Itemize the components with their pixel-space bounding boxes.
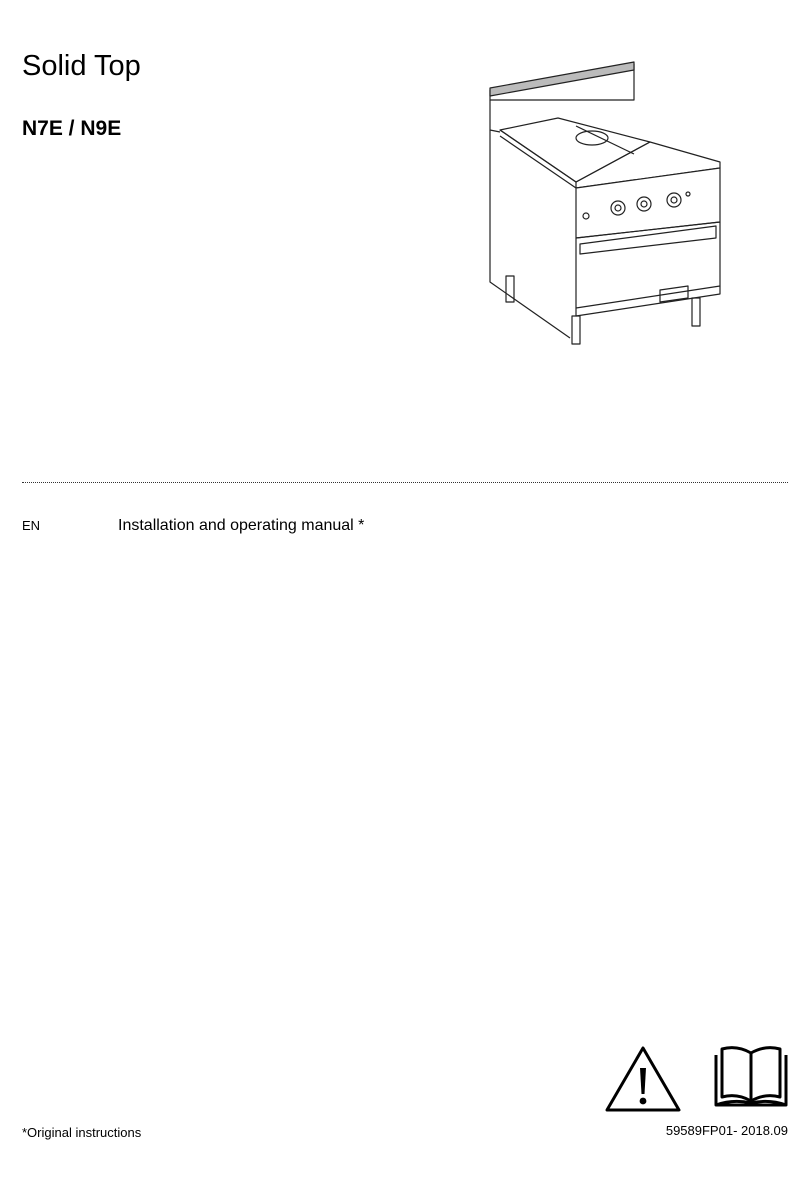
solid-top-range-illustration (488, 54, 734, 348)
page-title: Solid Top (22, 50, 141, 82)
warning-triangle-icon (604, 1044, 682, 1114)
section-divider (22, 482, 788, 483)
language-code: EN (22, 518, 41, 533)
manual-title: Installation and operating manual * (118, 517, 365, 534)
document-code: 59589FP01- 2018.09 (665, 1123, 788, 1138)
model-numbers: N7E / N9E (22, 117, 122, 140)
open-book-manual-icon (713, 1043, 789, 1107)
original-instructions-note: *Original instructions (22, 1125, 142, 1140)
